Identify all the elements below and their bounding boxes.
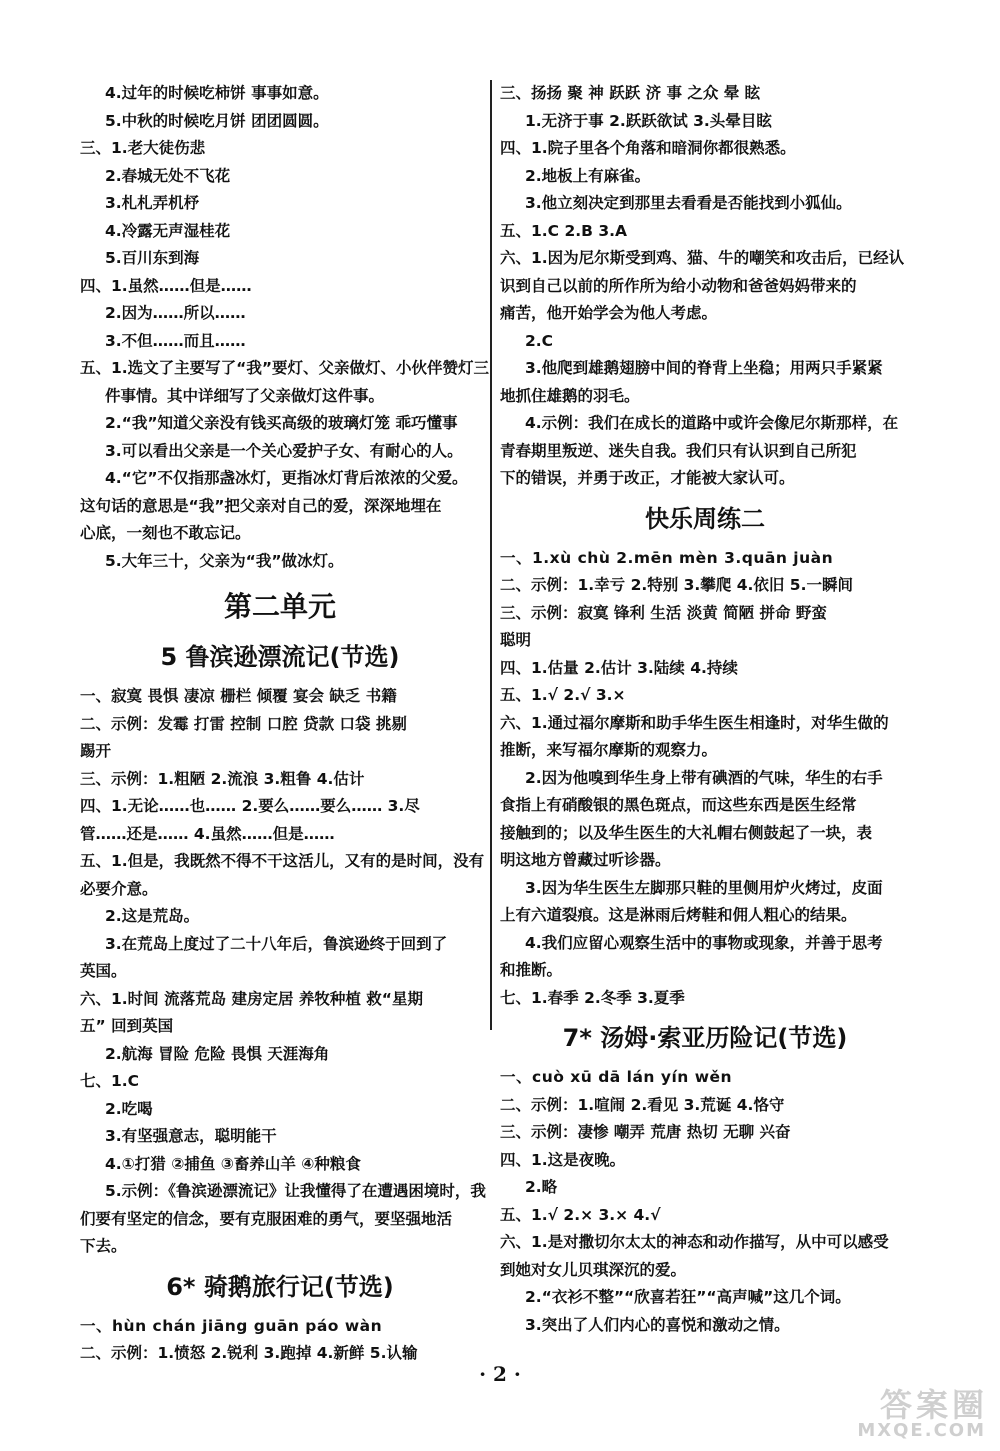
text-line: 四、1.无论……也…… 2.要么……要么…… 3.尽	[80, 797, 420, 815]
text-line: 食指上有硝酸银的黑色斑点，而这些东西是医生经常	[500, 796, 857, 814]
text-line: 一、cuò xū dā lán yín wěn	[500, 1068, 733, 1086]
text-line: 管……还是…… 4.虽然……但是……	[80, 824, 335, 843]
text-line: 心底，一刻也不敢忘记。	[80, 524, 251, 542]
text-line: 下的错误，并勇于改正，才能被大家认可。	[500, 469, 795, 487]
text-line: 痛苦，他开始学会为他人考虑。	[500, 304, 718, 322]
watermark-url: MXQE.COM	[857, 1420, 986, 1441]
text-line: 2.C	[525, 331, 554, 350]
text-line: 识到自己以前的所作所为给小动物和爸爸妈妈带来的	[500, 276, 857, 295]
text-line: 4.示例：我们在成长的道路中或许会像尼尔斯那样，在	[525, 414, 899, 432]
text-line: 4.我们应留心观察生活中的事物或现象，并善于思考	[525, 933, 883, 952]
text-line: 2.这是荒岛。	[105, 907, 200, 925]
text-line: 明这地方曾藏过听诊器。	[500, 851, 671, 869]
text-line: 四、1.估量 2.估计 3.陆续 4.持续	[500, 658, 738, 677]
watermark-logo	[828, 1380, 988, 1446]
text-line: 们要有坚定的信念，要有克服困难的勇气，要坚强地活	[80, 1209, 453, 1228]
text-line: 六、1.时间 流落荒岛 建房定居 养牧种植 救“星期	[80, 989, 423, 1008]
text-line: 2.春城无处不飞花	[105, 166, 231, 185]
text-line: 二、示例：1.喧闹 2.看见 3.荒诞 4.恪守	[500, 1095, 785, 1114]
text-line: 三、示例：1.粗陋 2.流浪 3.粗鲁 4.估计	[80, 769, 365, 788]
text-line: 一、1.xù chù 2.mēn mèn 3.quān juàn	[500, 548, 834, 567]
text-line: 2.略	[525, 1178, 558, 1196]
text-line: 二、示例：1.愤怒 2.锐利 3.跑掉 4.新鲜 5.认输	[80, 1344, 418, 1362]
weekly-practice-title: 快乐周练二	[645, 504, 765, 533]
text-line: 3.他立刻决定到那里去看看是否能找到小狐仙。	[525, 194, 852, 212]
text-line: 2.航海 冒险 危险 畏惧 天涯海角	[105, 1044, 330, 1063]
lesson-title: 6* 骑鹅旅行记(节选)	[166, 1272, 394, 1301]
text-line: 到她对女儿贝琪深沉的爱。	[500, 1260, 687, 1279]
text-line: 聪明	[500, 631, 532, 649]
text-line: 3.突出了人们内心的喜悦和激动之情。	[525, 1315, 790, 1334]
text-line: 5.中秋的时候吃月饼 团团圆圆。	[105, 111, 329, 130]
text-line: 踢开	[80, 742, 112, 760]
text-line: 青春期里叛逆、迷失自我。我们只有认识到自己所犯	[500, 441, 857, 460]
text-line: 5.百川东到海	[105, 249, 200, 267]
text-line: 3.他爬到雄鹅翅膀中间的脊背上坐稳；用两只手紧紧	[525, 359, 883, 377]
column-divider	[490, 80, 492, 1030]
text-line: 五、1.√ 2.× 3.× 4.√	[500, 1205, 661, 1224]
text-line: 推断，来写福尔摩斯的观察力。	[500, 741, 718, 759]
text-line: 二、示例：发霉 打雷 控制 口腔 贷款 口袋 挑剔	[80, 714, 407, 733]
text-line: 5.大年三十，父亲为“我”做冰灯。	[105, 551, 344, 570]
text-line: 3.有坚强意志，聪明能干	[105, 1127, 277, 1145]
unit-title: 第二单元	[223, 590, 336, 623]
text-line: 英国。	[80, 962, 127, 980]
text-line: 三、示例：寂寞 锋利 生活 淡黄 简陋 拼命 野蛮	[500, 603, 827, 622]
text-line: 必要介意。	[80, 879, 158, 898]
text-line: 四、1.院子里各个角落和暗洞你都很熟悉。	[500, 139, 796, 157]
text-line: 3.札札弄机杼	[105, 194, 200, 212]
text-line: 3.可以看出父亲是一个关心爱护子女、有耐心的人。	[105, 441, 463, 460]
text-line: 三、示例：凄惨 嘲弄 荒唐 热切 无聊 兴奋	[500, 1123, 791, 1141]
page-number: · 2 ·	[479, 1362, 521, 1386]
text-line: 七、1.春季 2.冬季 3.夏季	[500, 988, 685, 1007]
text-line: 六、1.通过福尔摩斯和助手华生医生相逢时，对华生做的	[500, 713, 889, 732]
text-line: 2.“衣衫不整”“欣喜若狂”“高声喊”这几个词。	[525, 1288, 851, 1306]
text-line: 五、1.选文了主要写了“我”要灯、父亲做灯、小伙伴赞灯三	[80, 359, 490, 377]
text-line: 五” 回到英国	[80, 1017, 174, 1035]
lesson-title: 7* 汤姆·索亚历险记(节选)	[562, 1024, 848, 1052]
text-line: 接触到的；以及华生医生的大礼帽右侧鼓起了一块，表	[500, 823, 873, 842]
text-line: 六、1.是对撒切尔太太的神态和动作描写，从中可以感受	[500, 1233, 889, 1251]
text-line: 三、扬扬 聚 神 跃跃 济 事 之众 晕 眩	[500, 84, 761, 102]
text-line: 下去。	[80, 1237, 127, 1255]
text-line: 七、1.C	[80, 1072, 140, 1090]
lesson-title: 5 鲁滨逊漂流记(节选)	[160, 643, 400, 671]
text-line: 2.因为他嗅到华生身上带有碘酒的气味，华生的右手	[525, 768, 883, 787]
text-line: 五、1.√ 2.√ 3.×	[500, 686, 626, 704]
text-line: 六、1.因为尼尔斯受到鸡、猫、牛的嘲笑和攻击后，已经认	[500, 249, 905, 267]
text-line: 4.①打猎 ②捕鱼 ③畜养山羊 ④种粮食	[105, 1154, 361, 1173]
text-line: 一、寂寞 畏惧 凄凉 栅栏 倾覆 宴会 缺乏 书籍	[80, 687, 397, 705]
text-line: 3.因为华生医生左脚那只鞋的里侧用炉火烤过，皮面	[525, 878, 883, 897]
text-line: 4.“它”不仅指那盏冰灯，更指冰灯背后浓浓的父爱。	[105, 469, 468, 487]
text-line: 4.冷露无声湿桂花	[105, 221, 231, 240]
text-line: 四、1.虽然……但是……	[80, 276, 252, 295]
text-line: 2.吃喝	[105, 1099, 153, 1118]
text-line: 3.在荒岛上度过了二十八年后，鲁滨逊终于回到了	[105, 934, 448, 953]
text-line: 五、1.C 2.B 3.A	[500, 221, 627, 240]
text-line: 五、1.但是，我既然不得不干这活儿，又有的是时间，没有	[80, 852, 485, 870]
right-column	[500, 80, 910, 1339]
watermark-text: 答案圈	[879, 1386, 988, 1424]
text-line: 上有六道裂痕。这是淋雨后烤鞋和佣人粗心的结果。	[500, 906, 857, 924]
text-line: 地抓住雄鹅的羽毛。	[500, 386, 640, 405]
text-line: 2.因为……所以……	[105, 304, 246, 322]
text-line: 1.无济于事 2.跃跃欲试 3.头晕目眩	[525, 111, 772, 130]
text-line: 一、hùn chán jiāng guān páo wàn	[80, 1316, 383, 1335]
text-line: 件事情。其中详细写了父亲做灯这件事。	[105, 386, 385, 405]
text-line: 2.“我”知道父亲没有钱买高级的玻璃灯笼 乖巧懂事	[105, 414, 458, 432]
text-line: 2.地板上有麻雀。	[525, 166, 651, 185]
left-column	[80, 80, 490, 1368]
text-line: 和推断。	[500, 961, 563, 979]
text-line: 三、1.老大徒伤悲	[80, 139, 206, 157]
text-line: 二、示例：1.幸亏 2.特别 3.攀爬 4.依旧 5.一瞬间	[500, 576, 853, 594]
text-line: 4.过年的时候吃柿饼 事事如意。	[105, 84, 329, 102]
text-line: 四、1.这是夜晚。	[500, 1150, 626, 1169]
text-line: 5.示例：《鲁滨逊漂流记》让我懂得了在遭遇困境时，我	[105, 1182, 486, 1200]
text-line: 这句话的意思是“我”把父亲对自己的爱，深深地埋在	[80, 496, 442, 515]
text-line: 3.不但……而且……	[105, 331, 246, 350]
